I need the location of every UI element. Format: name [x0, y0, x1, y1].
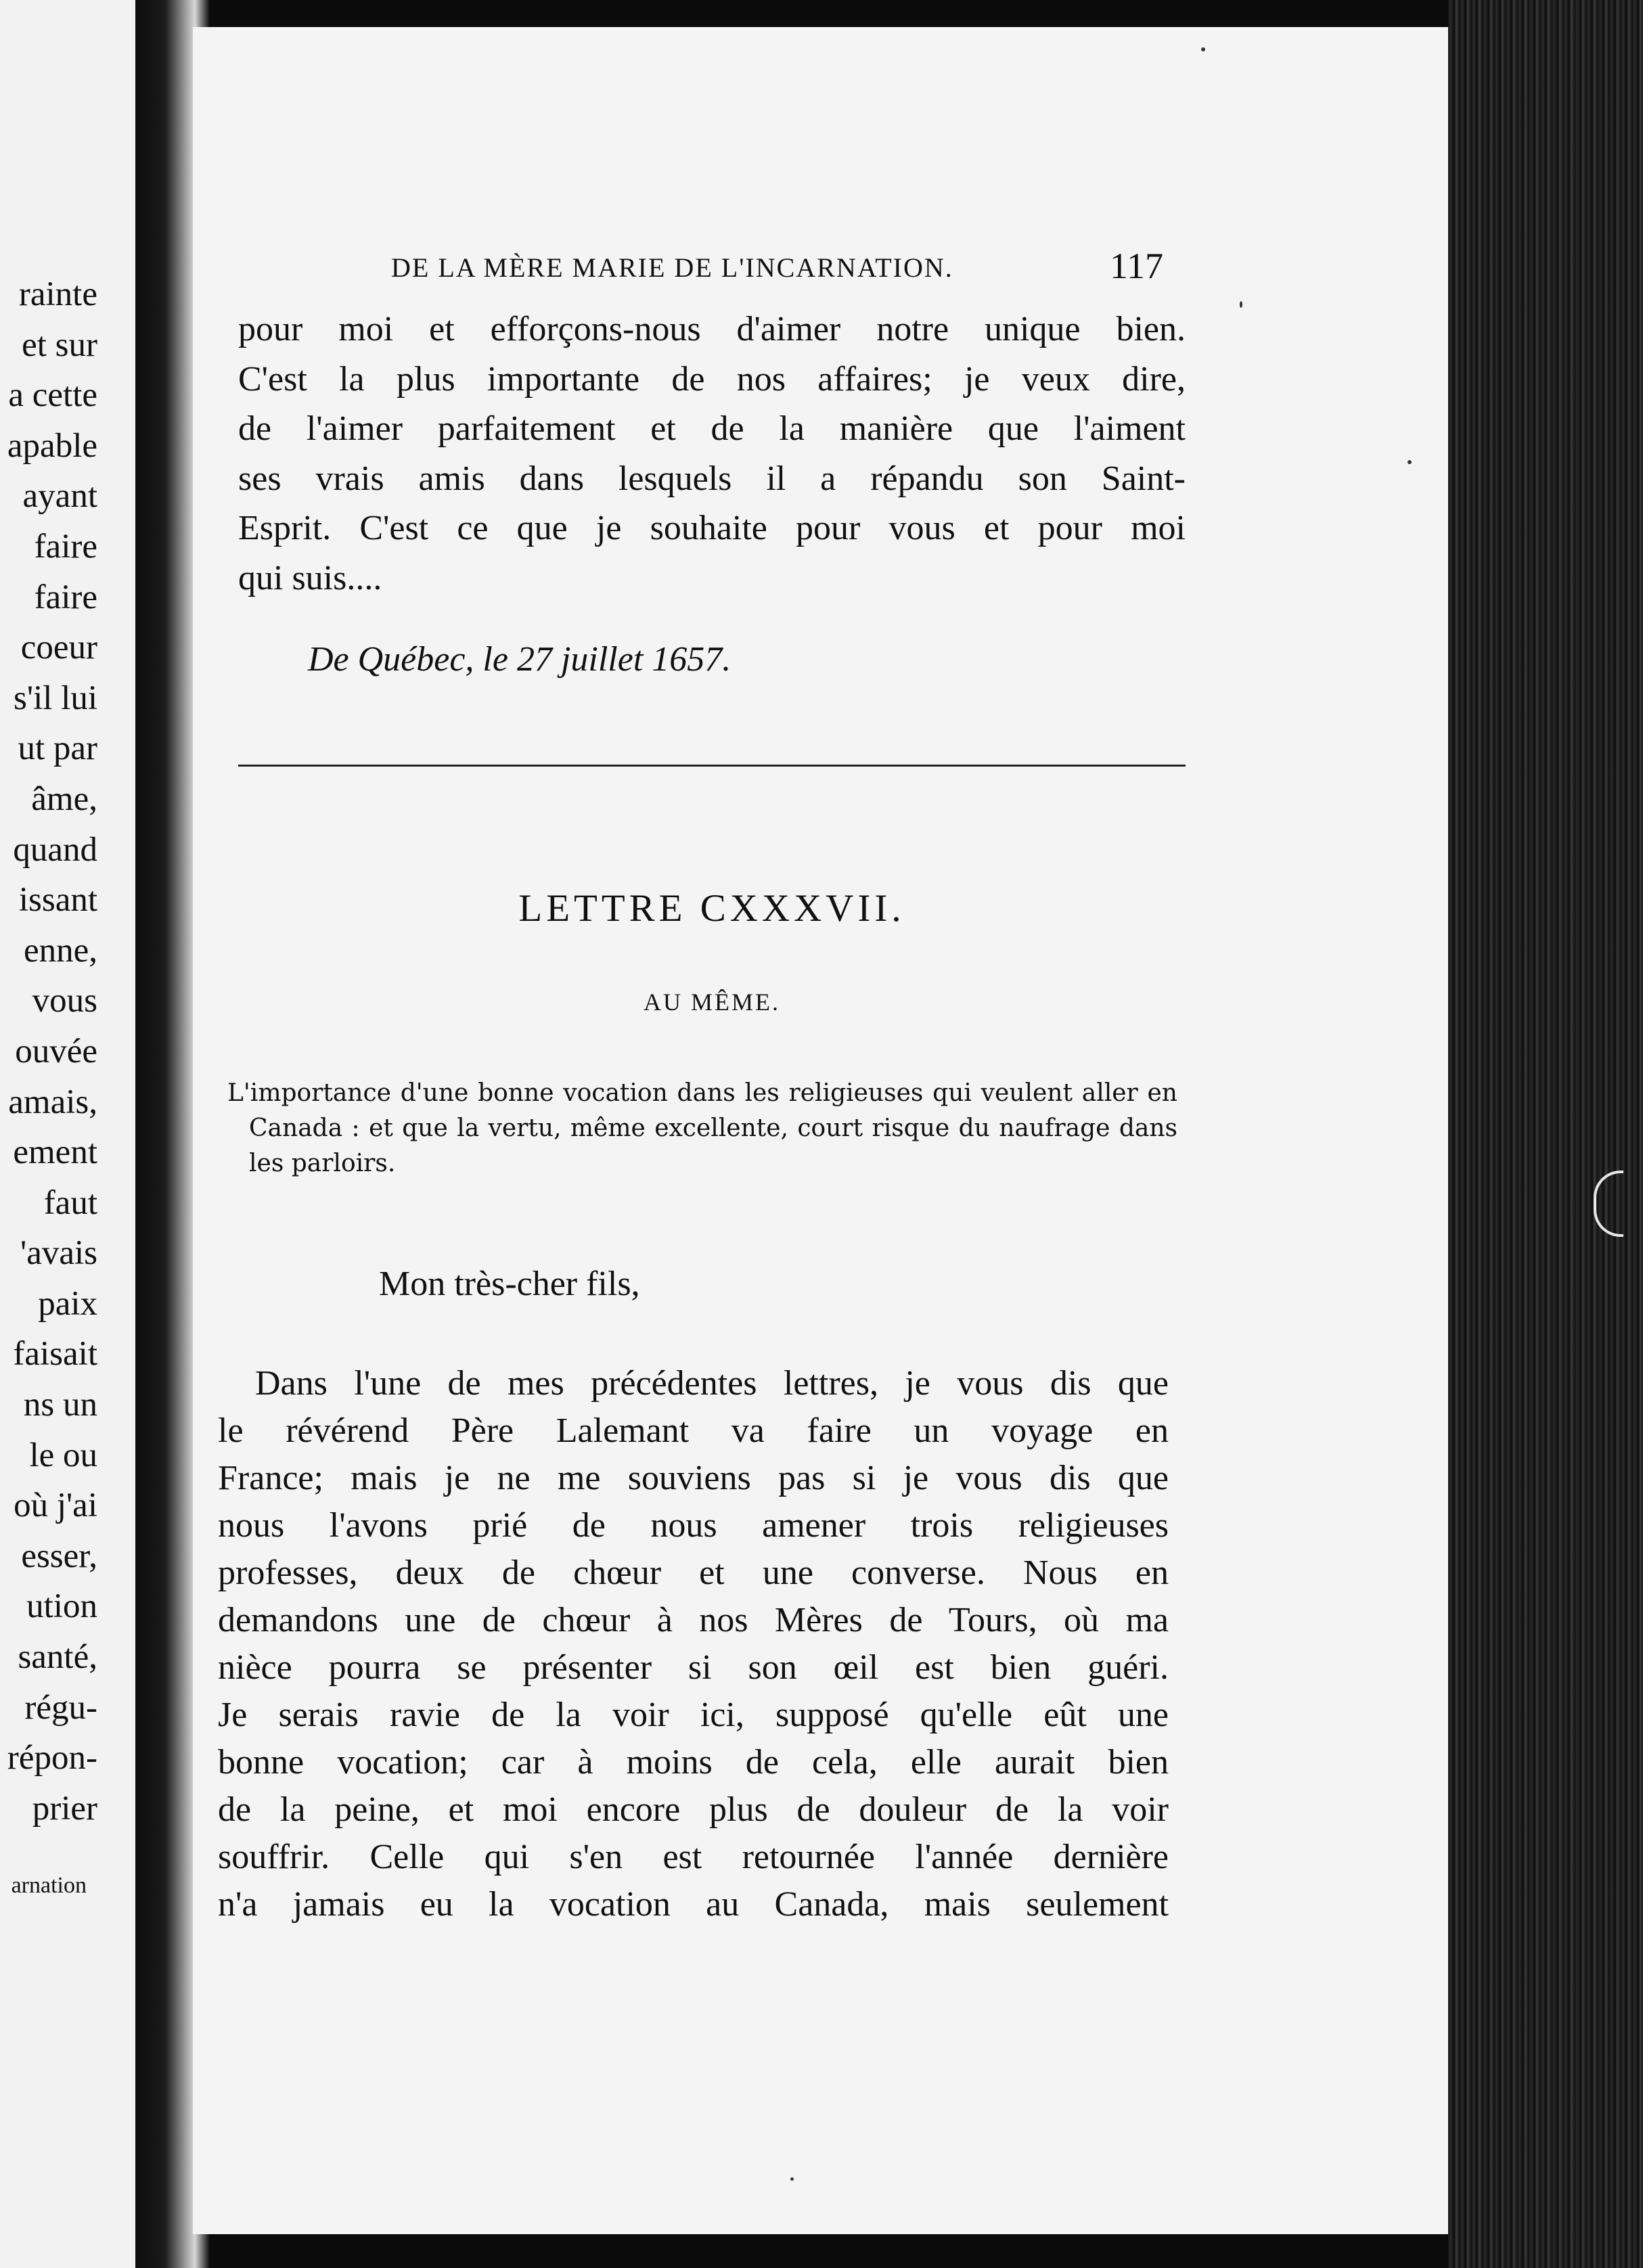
- summary-line: les parloirs.: [249, 1150, 396, 1177]
- left-page-line: ement: [13, 1133, 97, 1172]
- left-page-line: amais,: [8, 1083, 97, 1121]
- letter-signoff: De Québec, le 27 juillet 1657.: [308, 640, 732, 679]
- left-page-line: où j'ai: [14, 1487, 97, 1525]
- left-page-line: ouvée: [15, 1032, 97, 1070]
- section-rule: [238, 765, 1186, 767]
- left-page-line: et sur: [22, 325, 97, 364]
- left-page-line: répon-: [7, 1739, 97, 1777]
- left-page-line: ut par: [18, 729, 97, 768]
- text-line: France; mais je ne me souviens pas si je vous dis que: [218, 1459, 1169, 1497]
- text-line: Esprit. C'est ce que je souhaite pour vous et pour moi: [238, 509, 1186, 547]
- summary-line: L'importance d'une bonne vocation dans les religieuses qui veulent aller en: [227, 1079, 1177, 1107]
- left-page-line: prier: [32, 1789, 97, 1828]
- text-line: Je serais ravie de la voir ici, supposé qu'elle eût une: [218, 1696, 1169, 1734]
- left-page-line: quand: [13, 830, 97, 869]
- left-page-line: enne,: [23, 931, 97, 970]
- running-head: DE LA MÈRE MARIE DE L'INCARNATION.: [391, 252, 953, 283]
- left-page-line: vous: [32, 982, 97, 1020]
- left-page-line: s'il lui: [14, 679, 97, 717]
- left-page-line: esser,: [21, 1537, 97, 1575]
- left-page-line: santé,: [18, 1638, 97, 1677]
- left-page-line: faire: [34, 578, 97, 616]
- left-page-line: coeur: [20, 629, 97, 667]
- letter-addressee: AU MÊME.: [644, 989, 780, 1016]
- left-page-line: âme,: [31, 779, 97, 818]
- text-line: le révérend Père Lalemant va faire un voyage en: [218, 1411, 1169, 1450]
- speck: [1408, 460, 1412, 464]
- text-line: pour moi et efforçons-nous d'aimer notre unique bien.: [238, 310, 1186, 348]
- left-page-line: apable: [7, 426, 97, 465]
- left-page-line: issant: [18, 881, 97, 920]
- left-page-line: le ou: [29, 1436, 97, 1474]
- speck: [1240, 301, 1242, 308]
- text-line: de la peine, et moi encore plus de douleur de la voir: [218, 1790, 1169, 1829]
- speck: [790, 2177, 794, 2181]
- salutation: Mon très-cher fils,: [379, 1265, 640, 1303]
- left-page-line: faire: [34, 527, 97, 566]
- body-paragraph: [218, 1360, 1169, 1928]
- left-page-line: 'avais: [20, 1234, 97, 1273]
- left-page-line: ayant: [22, 477, 97, 516]
- left-page-line: a cette: [8, 376, 97, 415]
- page-number: 117: [1110, 246, 1163, 286]
- summary-line: Canada : et que la vertu, même excellente, court risque du naufrage dans: [249, 1114, 1177, 1142]
- text-line: souffrir. Celle qui s'en est retournée l'année dernière: [218, 1838, 1169, 1876]
- left-page-line: paix: [38, 1284, 97, 1323]
- left-page-text: [7, 269, 97, 1834]
- text-line: Dans l'une de mes précédentes lettres, je vous dis que: [255, 1364, 1169, 1403]
- top-paragraph: [238, 304, 1186, 603]
- left-page-line: rainte: [18, 275, 97, 313]
- text-line: ses vrais amis dans lesquels il a répandu son Saint-: [238, 459, 1186, 498]
- left-page-line: régu-: [24, 1688, 97, 1727]
- text-line: bonne vocation; car à moins de cela, elle aurait bien: [218, 1743, 1169, 1782]
- text-line: nièce pourra se présenter si son œil est bien guéri.: [218, 1648, 1169, 1687]
- speck: [1201, 47, 1205, 51]
- left-page-line: faut: [43, 1183, 97, 1222]
- left-page-line: faisait: [13, 1335, 97, 1374]
- letter-summary: [227, 1076, 1177, 1181]
- letter-title: LETTRE CXXXVII.: [518, 887, 905, 930]
- left-page-footer: arnation: [11, 1873, 87, 1898]
- text-line: qui suis....: [238, 558, 382, 597]
- left-page-line: ution: [26, 1587, 97, 1626]
- left-page-line: ns un: [23, 1386, 97, 1424]
- text-line: n'a jamais eu la vocation au Canada, mais seulement: [218, 1885, 1169, 1924]
- text-line: C'est la plus importante de nos affaires; je veux dire,: [238, 359, 1186, 399]
- text-line: demandons une de chœur à nos Mères de Tours, où ma: [218, 1601, 1169, 1639]
- text-line: de l'aimer parfaitement et de la manière que l'aiment: [238, 409, 1186, 448]
- page-edges: [1448, 0, 1643, 2268]
- left-facing-page: [0, 0, 150, 2268]
- text-line: professes, deux de chœur et une converse. Nous en: [218, 1553, 1169, 1592]
- text-line: nous l'avons prié de nous amener trois religieuses: [218, 1506, 1169, 1545]
